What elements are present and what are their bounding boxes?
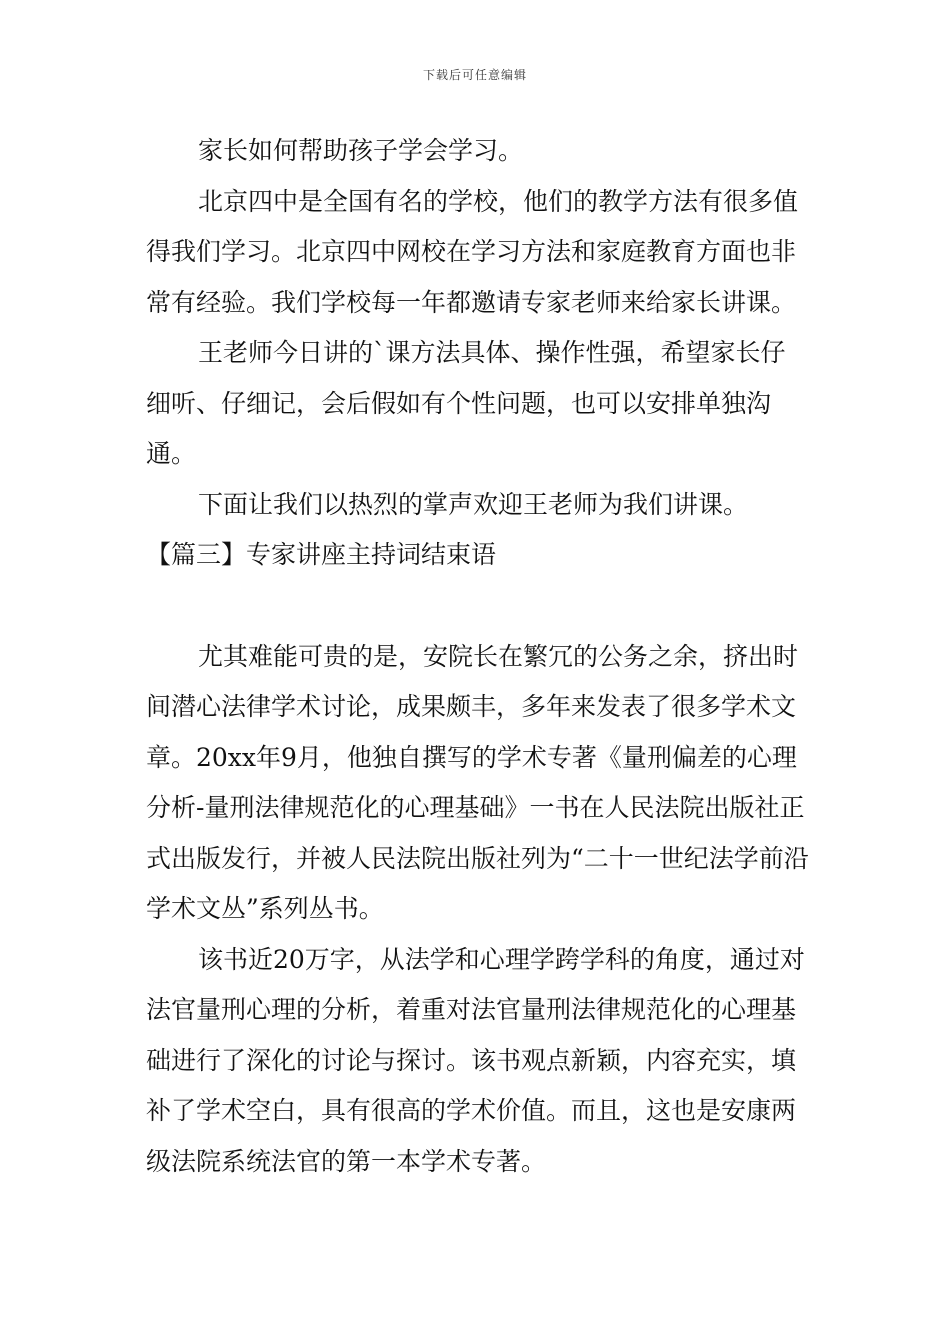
header-note: 下载后可任意编辑: [422, 68, 527, 82]
paragraph-intro: 家长如何帮助孩子学会学习。: [198, 136, 524, 165]
document-body: [146, 126, 810, 1187]
paragraph-teacher-lecture: 王老师今日讲的`课方法具体、操作性强，希望家长仔细听、仔细记，会后假如有个性问题，也可以安排单独沟通。: [146, 338, 786, 468]
paragraph-academic-work: 尤其难能可贵的是，安院长在繁冗的公务之余，挤出时间潜心法律学术讨论，成果颇丰，多年来发表了很多学术文章。20xx年9月，他独自撰写的学术专著《量刑偏差的心理分析-量刑法律规范化的心理基础》一书在人民法院出版社正式出版发行，并被人民法院出版社列为“二十一世纪法学前沿学术文丛”系列丛书。: [146, 641, 809, 923]
paragraph-beijing-school: 北京四中是全国有名的学校，他们的教学方法有很多值得我们学习。北京四中网校在学习方法和家庭教育方面也非常有经验。我们学校每一年都邀请专家老师来给家长讲课。: [146, 186, 799, 317]
paragraph-welcome: 下面让我们以热烈的掌声欢迎王老师为我们讲课。: [198, 489, 749, 519]
paragraph-book-description: 该书近20万字，从法学和心理学跨学科的角度，通过对法官量刑心理的分析，着重对法官量刑法律规范化的心理基础进行了深化的讨论与探讨。该书观点新颖，内容充实，填补了学术空白，具有很高的学术价值。而且，这也是安康两级法院系统法官的第一本学术专著。: [146, 944, 805, 1176]
section-heading: 【篇三】专家讲座主持词结束语: [146, 540, 497, 569]
